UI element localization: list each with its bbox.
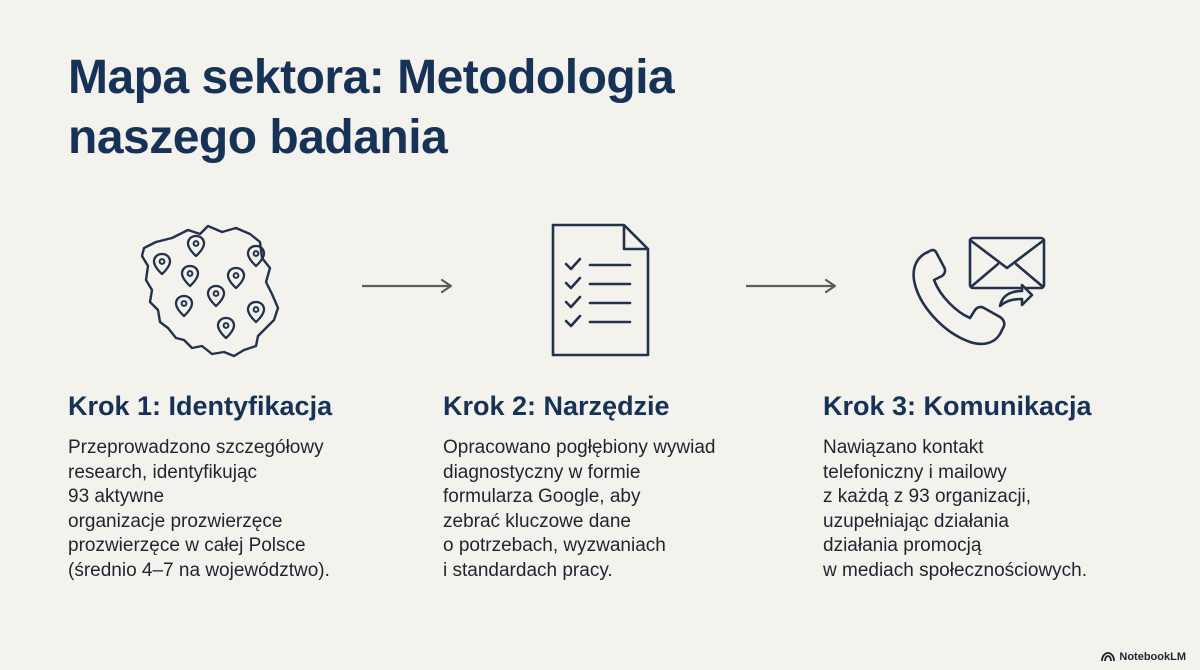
- step-2-description: Opracowano pogłębiony wywiad diagnostyczny w formie formularza Google, aby zebrać kluczowe dane o potrzebach, wyzwaniach i standardach pracy.: [443, 437, 716, 581]
- page-title: Mapa sektora: Metodologia naszego badania: [68, 51, 675, 164]
- poland-map-pins-icon: [138, 222, 286, 362]
- phone-email-icon: [908, 234, 1050, 352]
- phone-handset-icon: [914, 250, 1005, 344]
- step-2-title: Krok 2: Narzędzie: [443, 391, 670, 421]
- arrow-right-icon: [360, 278, 456, 294]
- envelope-icon: [970, 238, 1044, 288]
- step-3-title: Krok 3: Komunikacja: [823, 391, 1092, 421]
- notebooklm-watermark: [1101, 651, 1186, 663]
- checklist-document-icon: [550, 222, 652, 358]
- step-3-description: Nawiązano kontakt telefoniczny i mailowy z każdą z 93 organizacji, uzupełniając działania działania promocją w mediach społecznościowych.: [823, 437, 1088, 581]
- step-1-description: Przeprowadzono szczegółowy research, identyfikując 93 aktywne organizacje prozwierzęce prozwierzęce w całej Polsce (średnio 4–7 na województwo).: [68, 437, 330, 581]
- step-1-title: Krok 1: Identyfikacja: [68, 391, 333, 421]
- watermark-label: NotebookLM: [1119, 651, 1186, 663]
- arrow-right-icon: [744, 278, 840, 294]
- notebooklm-logo-icon: [1101, 652, 1115, 662]
